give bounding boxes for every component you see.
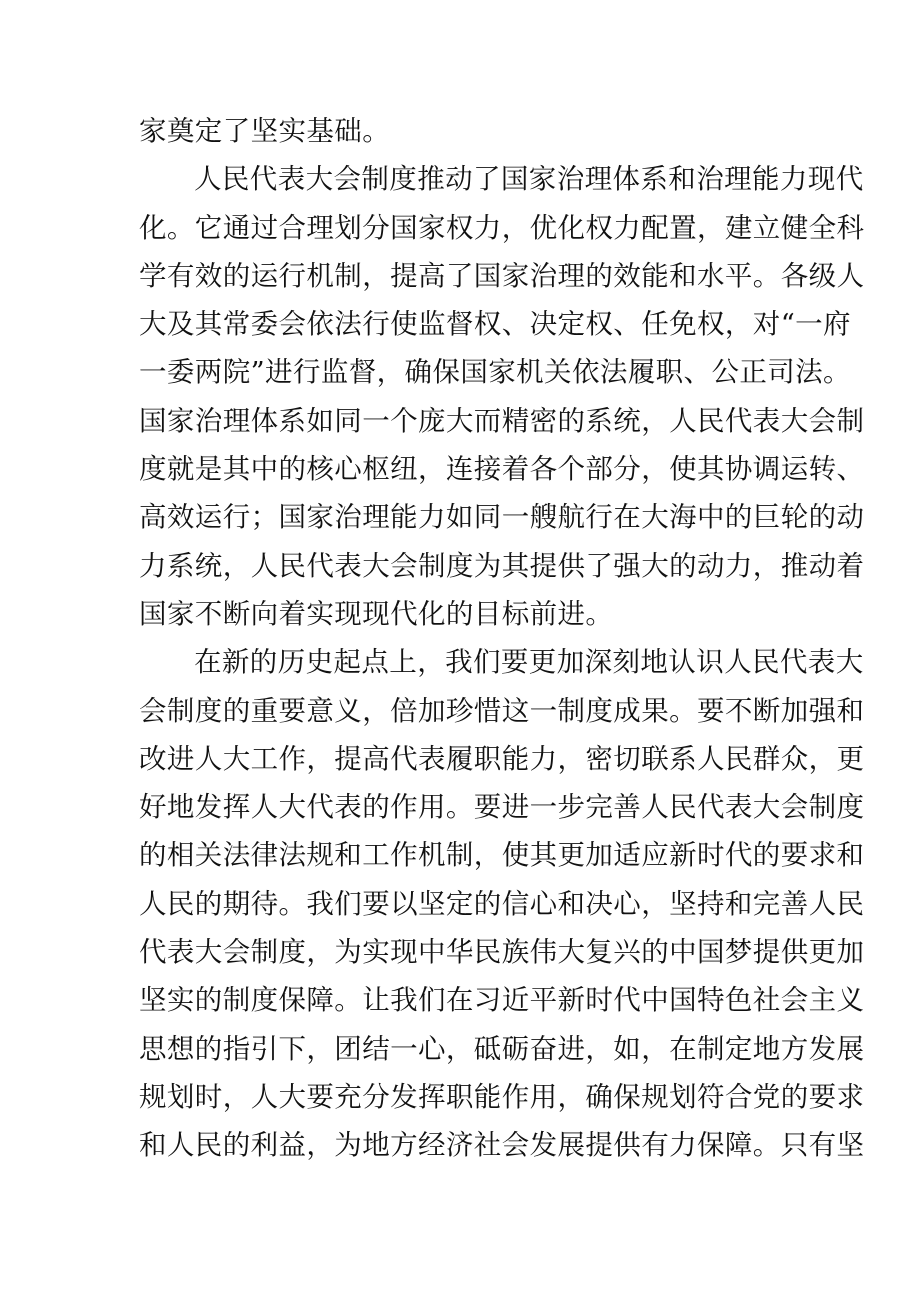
text-line: 好地发挥人大代表的作用。要进一步完善人民代表大会制度 [139,791,865,824]
text-line: 代表大会制度，为实现中华民族伟大复兴的中国梦提供更加 [139,936,865,969]
text-line: 的相关法律法规和工作机制，使其更加适应新时代的要求和 [139,839,865,872]
text-line: 家奠定了坚实基础。 [139,115,391,147]
text-line: 学有效的运行机制，提高了国家治理的效能和水平。各级人 [139,259,865,292]
text-line: 会制度的重要意义，倍加珍惜这一制度成果。要不断加强和 [139,694,865,727]
text-line: 国家治理体系如同一个庞大而精密的系统，人民代表大会制 [139,404,865,437]
text-line: 在新的历史起点上，我们要更加深刻地认识人民代表大 [194,646,864,679]
text-line: 国家不断向着实现现代化的目标前进。 [139,597,614,630]
text-line: 高效运行；国家治理能力如同一艘航行在大海中的巨轮的动 [139,501,865,534]
paragraph [139,107,789,155]
text-line: 改进人大工作，提高代表履职能力，密切联系人民群众，更 [139,742,865,775]
text-line: 坚实的制度保障。让我们在习近平新时代中国特色社会主义 [139,984,865,1017]
text-line: 人民代表大会制度推动了国家治理体系和治理能力现代 [194,163,864,196]
text-line: 力系统，人民代表大会制度为其提供了强大的动力，推动着 [139,549,865,582]
text-line: 度就是其中的核心枢纽，连接着各个部分，使其协调运转、 [139,453,865,486]
text-line: 一委两院”进行监督，确保国家机关依法履职、公正司法。 [139,356,851,389]
text-line: 规划时，人大要充分发挥职能作用，确保规划符合党的要求 [139,1080,865,1113]
text-line: 和人民的利益，为地方经济社会发展提供有力保障。只有坚 [139,1129,865,1162]
document-body [139,107,865,1170]
text-line: 大及其常委会依法行使监督权、决定权、任免权，对“一府 [139,308,851,341]
paragraph [139,155,865,638]
text-line: 思想的指引下，团结一心，砥砺奋进，如，在制定地方发展 [139,1032,865,1065]
text-line: 化。它通过合理划分国家权力，优化权力配置，建立健全科 [139,211,865,244]
paragraph [139,638,865,1169]
text-line: 人民的期待。我们要以坚定的信心和决心，坚持和完善人民 [139,887,865,920]
